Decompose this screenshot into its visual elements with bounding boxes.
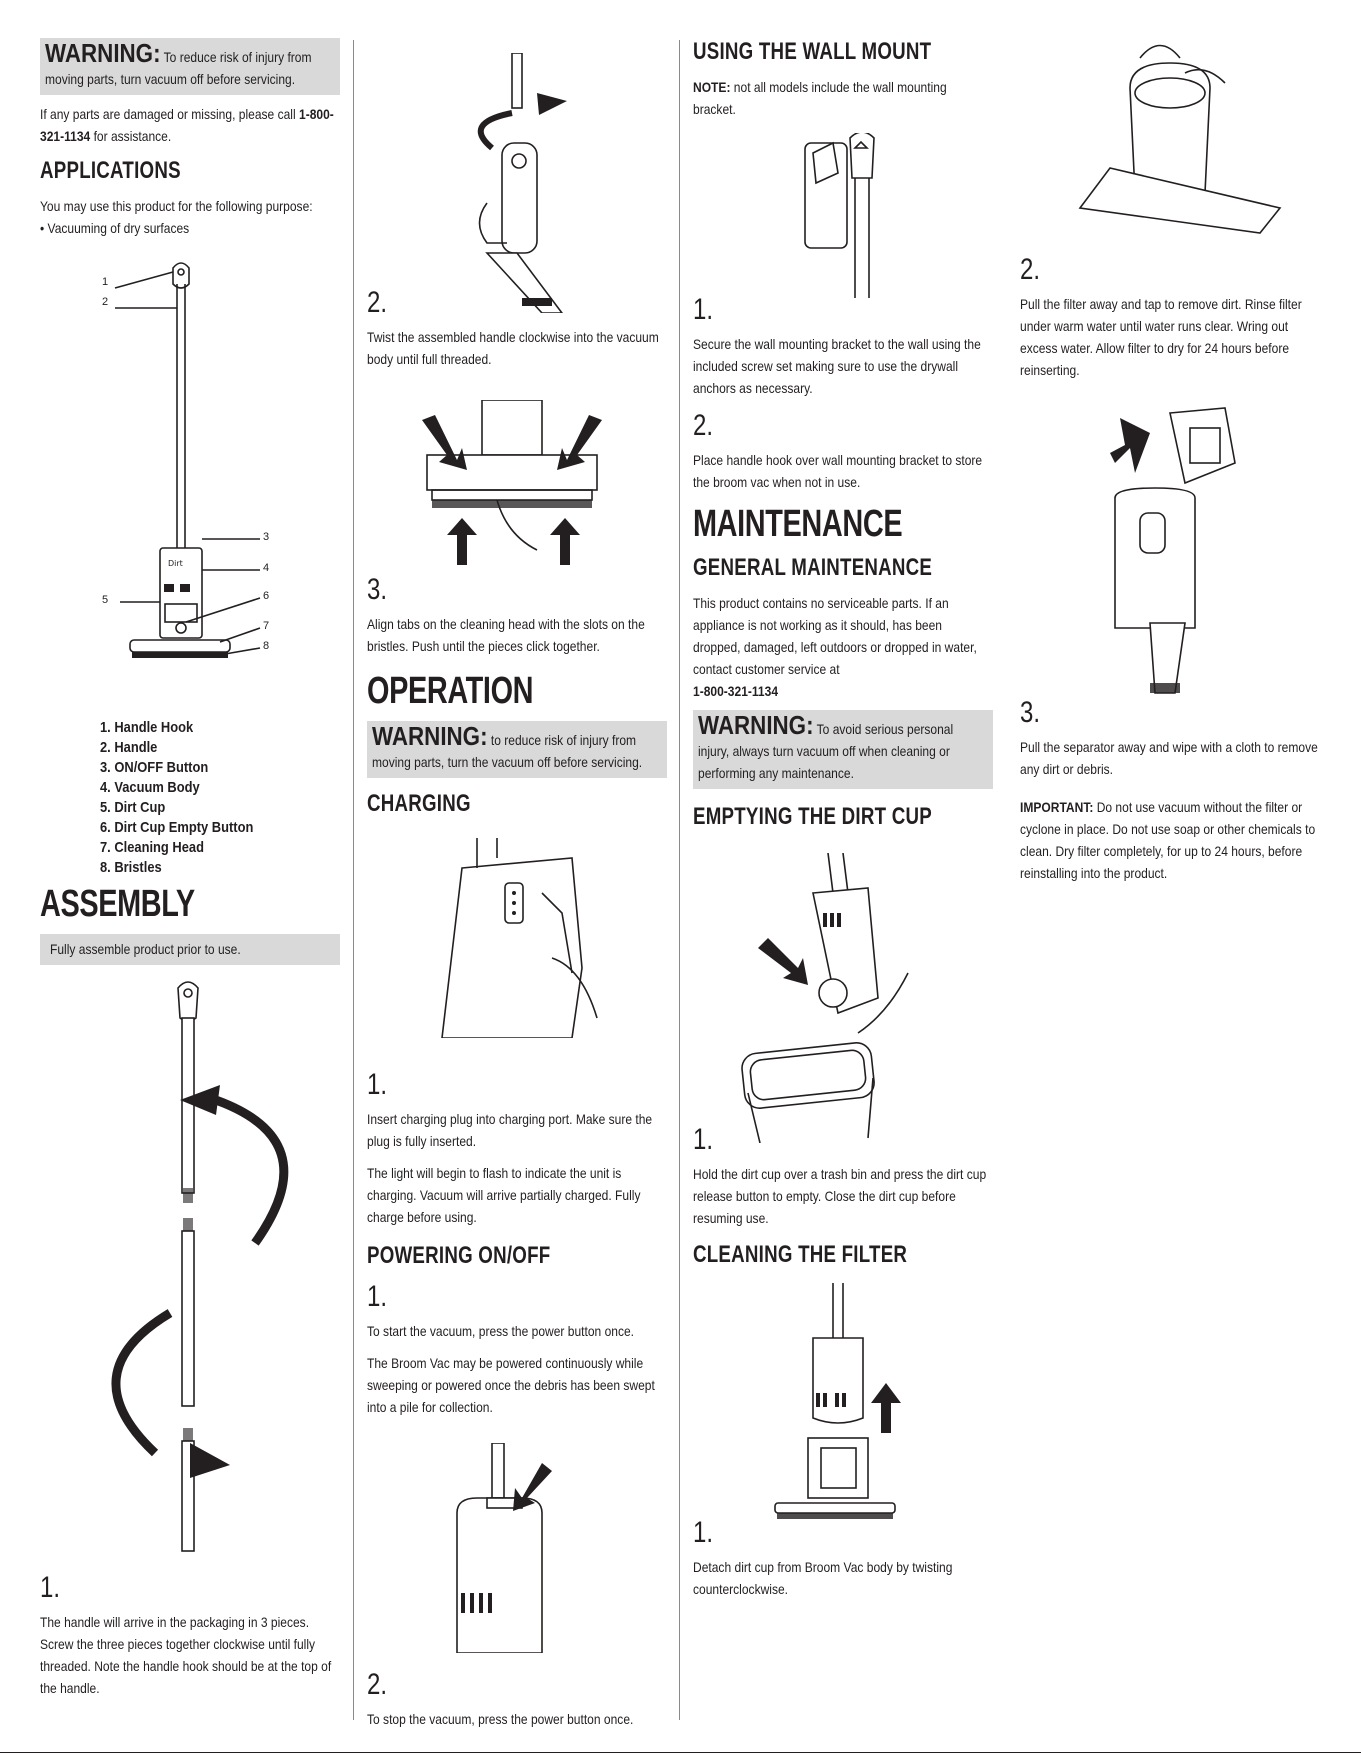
remove-separator-illustration [1020, 403, 1320, 703]
powering-text-1: To start the vacuum, press the power button once. [367, 1323, 635, 1339]
parts-list-item: 5. Dirt Cup [100, 799, 166, 816]
col4-step-3-text: Pull the separator away and wipe with a cloth to remove any dirt or debris. [1020, 739, 1318, 777]
remove-filter-illustration [1020, 38, 1320, 248]
phone-number: 1-800-321-1134 [40, 106, 334, 144]
contact-text [40, 103, 339, 147]
charging-text-1: Insert charging plug into charging port. Make sure the plug is fully inserted. [367, 1111, 653, 1149]
dirt-cup-step-1-text: Hold the dirt cup over a trash bin and press the dirt cup release button to empty. Close the dirt cup before resuming use. [693, 1166, 987, 1226]
applications-bullet: • Vacuuming of dry surfaces [40, 220, 190, 236]
maintenance-heading: MAINTENANCE [693, 503, 903, 545]
callout-6: 6 [263, 590, 270, 602]
col4-step-3-number: 3. [1020, 696, 1041, 729]
assembly-step-1-number: 1. [40, 1571, 61, 1604]
column-divider-2 [679, 40, 680, 1720]
callout-4: 4 [263, 562, 270, 574]
parts-list-item: 6. Dirt Cup Empty Button [100, 819, 254, 836]
contact-post: for assistance. [90, 128, 172, 144]
warning-text: To avoid serious personal injury, always turn vacuum off when cleaning or performing any maintenance. [698, 721, 954, 781]
assembly-note: Fully assemble product prior to use. [50, 941, 241, 957]
powering-text-2: The Broom Vac may be powered continuously while sweeping or powered once the debris has been swept into a pile for collection. [367, 1355, 655, 1415]
applications-heading: APPLICATIONS [40, 157, 181, 184]
warning-box-servicing [40, 38, 340, 95]
callout-1: 1 [102, 276, 109, 288]
wall-step-1-number: 1. [693, 293, 714, 326]
general-maintenance-heading: GENERAL MAINTENANCE [693, 554, 933, 581]
warning-label: WARNING: [372, 721, 488, 751]
cleaning-filter-heading: CLEANING THE FILTER [693, 1241, 908, 1268]
powering-heading: POWERING ON/OFF [367, 1242, 551, 1269]
note-text: not all models include the wall mounting bracket. [693, 79, 947, 117]
col4-step-2-text: Pull the filter away and tap to remove dirt. Rinse filter under warm water until water runs clear. Wring out excess water. Allow filter to dry for 24 hours before reinserting. [1020, 296, 1302, 378]
detach-dirt-cup-illustration [693, 1283, 993, 1523]
callout-3: 3 [263, 531, 270, 543]
applications-intro: You may use this product for the following purpose: [40, 198, 313, 214]
filter-step-1-text: Detach dirt cup from Broom Vac body by twisting counterclockwise. [693, 1559, 953, 1597]
note-label: NOTE: [693, 79, 731, 95]
contact-pre: If any parts are damaged or missing, please call [40, 106, 299, 122]
callout-8: 8 [263, 640, 270, 652]
wall-step-2-number: 2. [693, 409, 714, 442]
column-1 [40, 38, 340, 1696]
assembly-note-box [40, 934, 340, 965]
step-3-text: Align tabs on the cleaning head with the slots on the bristles. Push until the pieces click together. [367, 616, 645, 654]
column-divider-1 [353, 40, 354, 1720]
maintenance-warning-box [693, 710, 993, 789]
charging-step-1-number: 1. [367, 1068, 388, 1101]
parts-list-item: 1. Handle Hook [100, 719, 194, 736]
callout-5: 5 [102, 594, 109, 606]
wall-bracket-illustration [693, 133, 993, 313]
dirt-cup-heading: EMPTYING THE DIRT CUP [693, 803, 932, 830]
power-button-illustration [367, 1443, 667, 1653]
maintenance-phone: 1-800-321-1134 [693, 683, 779, 699]
operation-heading: OPERATION [367, 670, 534, 712]
parts-list-item: 7. Cleaning Head [100, 839, 204, 856]
maintenance-body: This product contains no serviceable parts. If an appliance is not working as it should, has been dropped, damaged, left outdoors or dropped in water, contact customer service at [693, 595, 977, 677]
powering-step-2-number: 2. [367, 1668, 388, 1701]
step-3-number: 3. [367, 573, 388, 606]
powering-step-1-number: 1. [367, 1280, 388, 1313]
charging-illustration [367, 838, 667, 1038]
applications-text [40, 195, 339, 239]
important-note [1020, 796, 1324, 884]
wall-mount-heading: USING THE WALL MOUNT [693, 38, 932, 65]
callout-2: 2 [102, 296, 109, 308]
column-3 [693, 38, 993, 1597]
page-bottom-rule [0, 1752, 1361, 1753]
wall-step-1-text: Secure the wall mounting bracket to the wall using the included screw set making sure to use the drywall anchors as necessary. [693, 336, 981, 396]
parts-list-item: 4. Vacuum Body [100, 779, 200, 796]
powering-text-3: To stop the vacuum, press the power button once. [367, 1711, 634, 1727]
parts-list-item: 2. Handle [100, 739, 158, 756]
twist-handle-illustration [367, 53, 667, 313]
charging-heading: CHARGING [367, 790, 471, 817]
svg-text:Dirt: Dirt [168, 559, 183, 568]
warning-text: to reduce risk of injury from moving parts, turn the vacuum off before servicing. [372, 732, 643, 770]
dirt-cup-step-1-number: 1. [693, 1123, 714, 1156]
step-2-text: Twist the assembled handle clockwise into the vacuum body until full threaded. [367, 329, 659, 367]
wall-mount-note [693, 76, 992, 120]
vacuum-parts-diagram [40, 248, 340, 698]
operation-warning-box [367, 721, 667, 778]
charging-text-2: The light will begin to flash to indicate the unit is charging. Vacuum will arrive partially charged. Fully charge before using. [367, 1165, 641, 1225]
important-label: IMPORTANT: [1020, 799, 1094, 815]
col4-step-2-number: 2. [1020, 253, 1041, 286]
handle-assembly-diagram [40, 973, 340, 1573]
parts-list [100, 718, 278, 878]
step-2-number: 2. [367, 286, 388, 319]
warning-text: To reduce risk of injury from moving parts, turn vacuum off before servicing. [45, 49, 312, 87]
callout-7: 7 [263, 620, 270, 632]
empty-dirt-cup-illustration [693, 853, 993, 1143]
wall-step-2-text: Place handle hook over wall mounting bracket to store the broom vac when not in use. [693, 452, 983, 490]
assembly-step-1-text: The handle will arrive in the packaging in 3 pieces. Screw the three pieces together clockwise until fully threaded. Note the handle hook should be at the top of the handle. [40, 1614, 332, 1696]
maintenance-text [693, 592, 992, 702]
attach-bristles-illustration [367, 400, 667, 570]
important-text: Do not use vacuum without the filter or cyclone in place. Do not use soap or other chemicals to clean. Dry filter completely, for up to 24 hours, before reinstalling into the product. [1020, 799, 1316, 881]
parts-list-item: 3. ON/OFF Button [100, 759, 209, 776]
warning-label: WARNING: [45, 38, 161, 68]
assembly-heading: ASSEMBLY [40, 883, 195, 925]
parts-list-item: 8. Bristles [100, 859, 162, 876]
filter-step-1-number: 1. [693, 1516, 714, 1549]
warning-label: WARNING: [698, 710, 814, 740]
